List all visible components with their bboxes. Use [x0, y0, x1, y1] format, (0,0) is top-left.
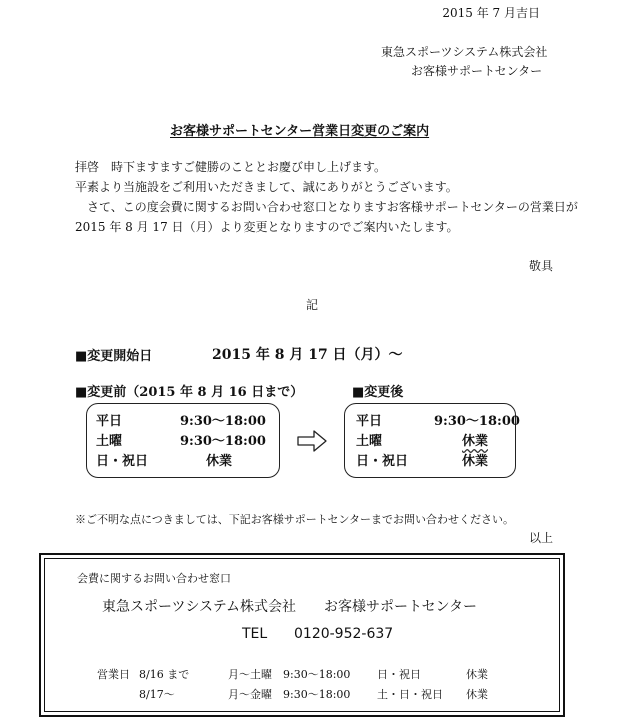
document-title: お客様サポートセンター営業日変更のご案内 — [170, 124, 430, 139]
after-row-day: 日・祝日 — [356, 454, 409, 469]
contact-name: 東急スポーツシステム株式会社 お客様サポートセンター — [102, 599, 478, 615]
after-row-day: 土曜 — [356, 434, 383, 449]
inquiry-note: ※ご不明な点につきましては、下記お客様サポートセンターまでお問い合わせください。 — [75, 513, 515, 526]
tel-label: TEL — [242, 626, 268, 642]
body-line-4: 2015 年 8 月 17 日（月）より変更となりますのでご案内いたします。 — [75, 220, 459, 234]
contact-row-closed-days: 土・日・祝日 — [377, 688, 443, 701]
closing-ijo: 以上 — [529, 531, 554, 545]
change-start-label: ■変更開始日 — [75, 349, 153, 364]
sender-department: お客様サポートセンター — [411, 64, 543, 78]
hours-label: 営業日 — [97, 668, 130, 681]
contact-caption: 会費に関するお問い合わせ窓口 — [77, 572, 231, 585]
contact-row-hours: 9:30～18:00 — [283, 668, 351, 681]
contact-row-closed-days: 日・祝日 — [377, 668, 421, 681]
before-row-hours: 9:30～18:00 — [180, 434, 266, 449]
after-row-hours: 休業 — [462, 454, 489, 469]
before-row-hours: 9:30～18:00 — [180, 414, 266, 429]
after-heading: ■変更後 — [352, 385, 404, 400]
sender-company: 東急スポーツシステム株式会社 — [381, 45, 548, 59]
ki-marker: 記 — [306, 298, 319, 312]
after-row-hours: 休業 — [462, 434, 489, 449]
body-line-3: さて、この度会費に関するお問い合わせ窓口となりますお客様サポートセンターの営業日が — [75, 200, 578, 214]
closing-keigu: 敬具 — [529, 259, 554, 273]
change-start-value: 2015 年 8 月 17 日（月）～ — [212, 347, 403, 363]
contact-row-closed: 休業 — [466, 668, 488, 681]
contact-row-weekdays: 月～土曜 — [228, 668, 272, 681]
before-row-day: 土曜 — [96, 434, 123, 449]
letter-date: 2015 年 7 月吉日 — [442, 6, 540, 20]
contact-row-period: 8/16 まで — [139, 668, 190, 681]
before-heading: ■変更前（2015 年 8 月 16 日まで） — [75, 385, 304, 400]
contact-row-closed: 休業 — [466, 688, 488, 701]
before-row-day: 平日 — [96, 414, 123, 429]
right-arrow-icon — [297, 430, 327, 452]
greeting-line: 拝啓 時下ますますご健勝のこととお慶び申し上げます。 — [75, 160, 387, 174]
before-row-day: 日・祝日 — [96, 454, 149, 469]
contact-row-weekdays: 月～金曜 — [228, 688, 272, 701]
after-row-hours: 9:30～18:00 — [434, 414, 520, 429]
contact-row-period: 8/17～ — [139, 688, 175, 701]
after-row-day: 平日 — [356, 414, 383, 429]
before-row-hours: 休業 — [206, 454, 233, 469]
contact-row-hours: 9:30～18:00 — [283, 688, 351, 701]
tel-number: 0120-952-637 — [294, 626, 394, 642]
body-line-2: 平素より当施設をご利用いただきまして、誠にありがとうございます。 — [75, 180, 458, 194]
